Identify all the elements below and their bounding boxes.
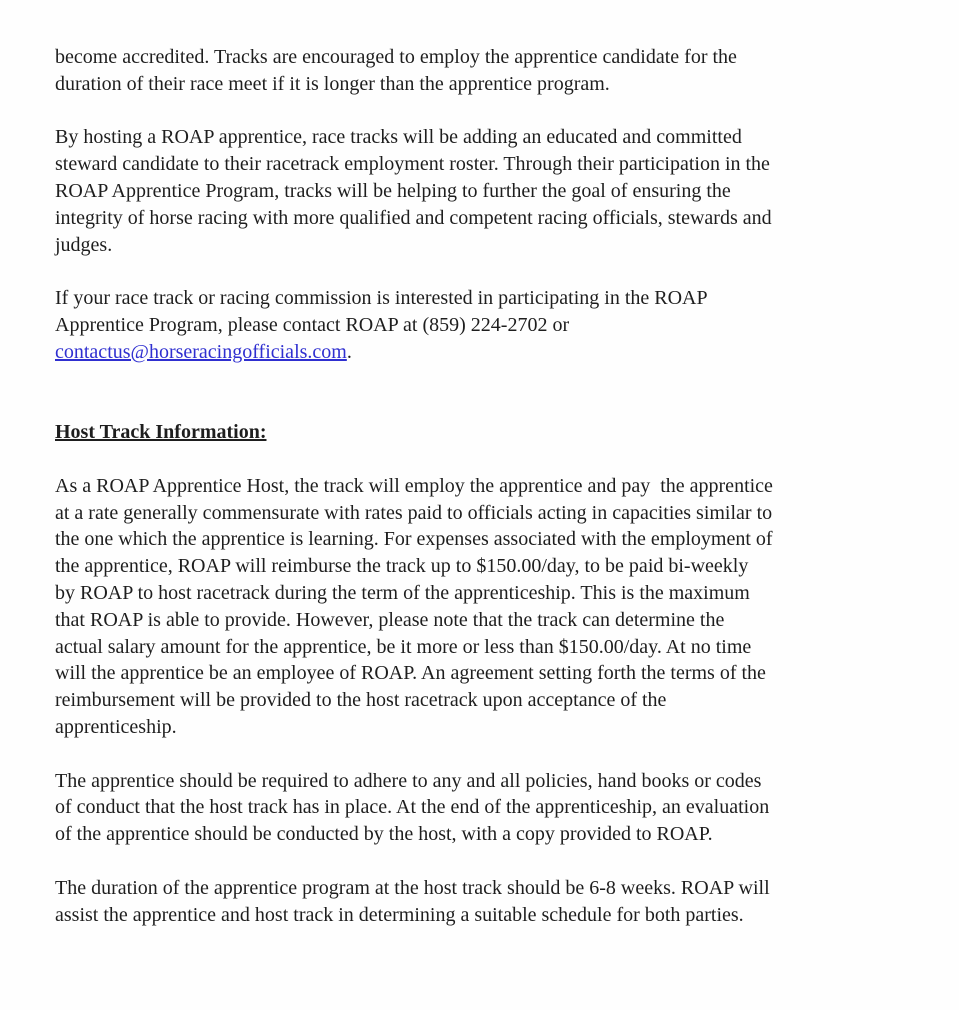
paragraph-contact — [55, 285, 909, 365]
after-link-text: . — [346, 340, 352, 363]
paragraph-policies — [55, 768, 909, 848]
paragraph-accreditation — [55, 44, 909, 98]
text-line: ROAP Apprentice Program, tracks will be helping to further the goal of ensuring the — [55, 179, 731, 202]
text-line: The duration of the apprentice program at the host track should be 6-8 weeks. ROAP will — [55, 876, 770, 899]
email-link[interactable]: contactus@horseracingofficials.com — [55, 340, 347, 363]
text-line: If your race track or racing commission is interested in participating in the ROAP — [55, 287, 708, 310]
text-line: by ROAP to host racetrack during the term of the apprenticeship. This is the maximum — [55, 581, 750, 604]
text-line: of the apprentice should be conducted by the host, with a copy provided to ROAP. — [55, 823, 713, 846]
text-line: become accredited. Tracks are encouraged to employ the apprentice candidate for the — [55, 46, 737, 68]
paragraph-hosting-benefits — [55, 124, 909, 258]
text-line: the one which the apprentice is learning. For expenses associated with the employment of — [55, 528, 773, 551]
text-line — [55, 339, 909, 366]
text-line: assist the apprentice and host track in determining a suitable schedule for both parties. — [55, 903, 744, 926]
text-line: judges. — [55, 233, 113, 256]
text-line: the apprentice, ROAP will reimburse the track up to $150.00/day, to be paid bi-weekly — [55, 555, 749, 578]
text-line: reimbursement will be provided to the host racetrack upon acceptance of the — [55, 689, 667, 712]
text-line: By hosting a ROAP apprentice, race tracks will be adding an educated and committed — [55, 126, 742, 149]
text-line: will the apprentice be an employee of ROAP. An agreement setting forth the terms of the — [55, 662, 766, 685]
paragraph-duration — [55, 875, 909, 929]
text-line: The apprentice should be required to adhere to any and all policies, hand books or codes — [55, 769, 762, 792]
text-line: As a ROAP Apprentice Host, the track will employ the apprentice and pay the apprentice — [55, 474, 773, 497]
paragraph-reimbursement — [55, 473, 909, 741]
text-line: steward candidate to their racetrack employment roster. Through their participation in the — [55, 153, 770, 176]
text-line: apprenticeship. — [55, 715, 177, 738]
text-line: that ROAP is able to provide. However, please note that the track can determine the — [55, 608, 725, 631]
text-line: integrity of horse racing with more qualified and competent racing officials, stewards and — [55, 206, 772, 229]
text-line: duration of their race meet if it is longer than the apprentice program. — [55, 72, 610, 95]
text-line: actual salary amount for the apprentice, be it more or less than $150.00/day. At no time — [55, 635, 752, 658]
heading-host-track-information: Host Track Information: — [55, 421, 267, 444]
text-line: of conduct that the host track has in place. At the end of the apprenticeship, an evaluation — [55, 796, 770, 819]
text-line: at a rate generally commensurate with rates paid to officials acting in capacities similar to — [55, 501, 773, 524]
text-line: Apprentice Program, please contact ROAP at (859) 224-2702 or — [55, 313, 570, 336]
